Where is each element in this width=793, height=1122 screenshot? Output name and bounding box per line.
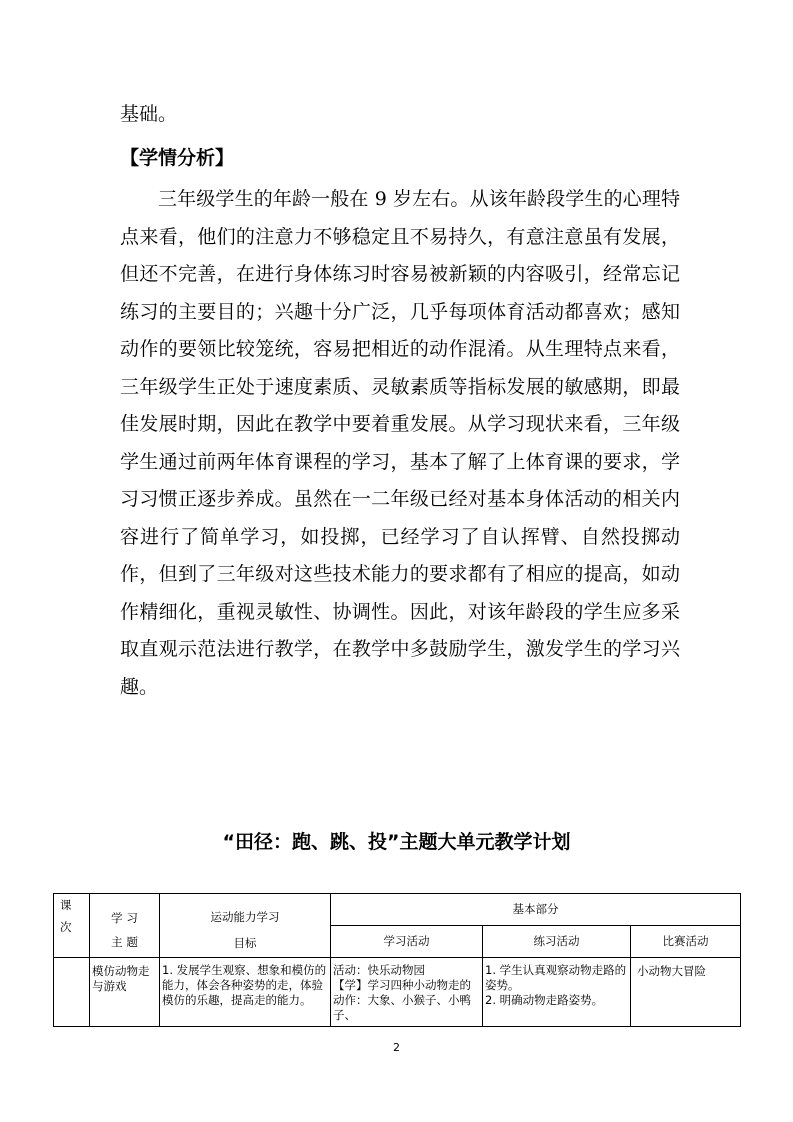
goal-header: 运动能力学习 目标 [160, 894, 331, 958]
learning-cell: 活动：快乐动物园 【学】学习四种小动物走的动作：大象、小猴子、小鸭子、 [331, 958, 483, 1027]
lesson-header: 课次 [54, 894, 90, 958]
topic-cell: 模仿动物走与游戏 [90, 958, 160, 1027]
section-heading: 【学情分析】 [120, 147, 235, 169]
table-row [54, 958, 741, 1027]
goal-cell: 1. 发展学生观察、想象和模仿的能力，体会各种姿势的走，体验模仿的乐趣，提高走的能力。 [160, 958, 331, 1027]
topic-header: 学 习 主 题 [90, 894, 160, 958]
plan-title: “田径：跑、跳、投”主题大单元教学计划 [222, 831, 571, 853]
unit-plan-table [53, 893, 741, 1027]
practice-cell: 1. 学生认真观察动物走路的姿势。 2. 明确动物走路姿势。 [483, 958, 631, 1027]
competition-cell: 小动物大冒险 [631, 958, 741, 1027]
learning-activity-header: 学习活动 [331, 926, 483, 958]
lesson-cell [54, 958, 90, 1027]
basic-part-header: 基本部分 [331, 894, 741, 926]
practice-activity-header: 练习活动 [483, 926, 631, 958]
competition-activity-header: 比赛活动 [631, 926, 741, 958]
analysis-paragraph: 三年级学生的年龄一般在 9 岁左右。从该年龄段学生的心理特点来看，他们的注意力不够稳定且不易持久，有意注意虽有发展，但还不完善，在进行身体练习时容易被新颖的内容吸引，经常忘记练习的主要目的；兴趣十分广泛，几乎每项体育活动都喜欢；感知动作的要领比较笼统，容易把相近的动作混淆。从生理特点来看，三年级学生正处于速度素质、灵敏素质等指标发展的敏感期，即最佳发展时期，因此在教学中要着重发展。从学习现状来看，三年级学生通过前两年体育课程的学习，基本了解了上体育课的要求，学习习惯正逐步养成。虽然在一二年级已经对基本身体活动的相关内容进行了简单学习，如投掷，已经学习了自认挥臂、自然投掷动作，但到了三年级对这些技术能力的要求都有了相应的提高，如动作精细化，重视灵敏性、协调性。因此，对该年龄段的学生应多采取直观示范法进行教学，在教学中多鼓励学生，激发学生的学习兴趣。 [120, 188, 680, 698]
page-number: 2 [393, 1041, 400, 1054]
intro-tail-text: 基础。 [120, 103, 178, 125]
table-header-row [54, 894, 741, 926]
